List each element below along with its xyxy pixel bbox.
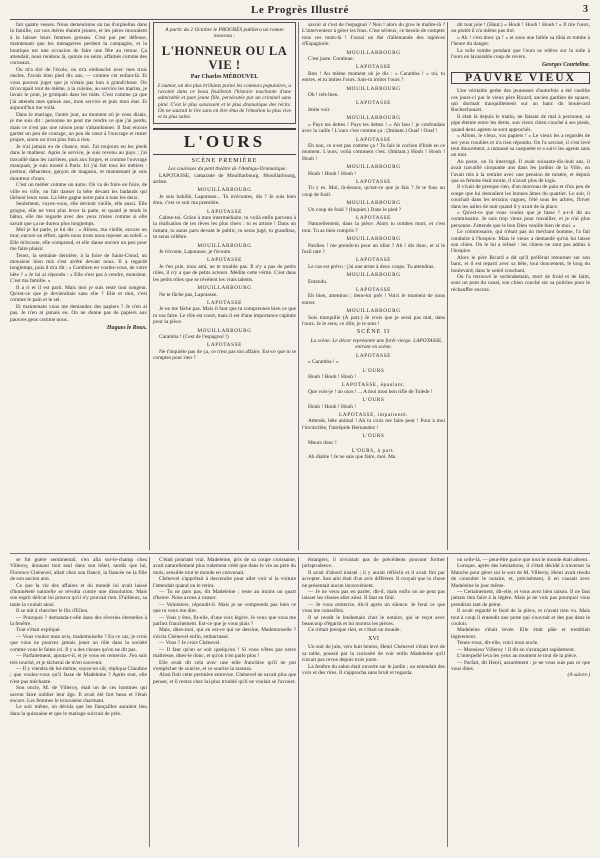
feuilleton-paragraph: Elle avait dit cela avec une telle franchise qu'il ne put s'empêcher de sourire, et ce sourire la rassura. — [153, 659, 296, 672]
feuilleton-text — [10, 557, 147, 717]
feuilleton-paragraph: Ce n'était presque rien, et c'était un monde. — [308, 627, 401, 634]
speaker-name: L'OURS — [362, 367, 385, 374]
dialogue-line: Eh bien, attention ; tiens-toi prêt ! Voici le moment de nous entrer. — [302, 293, 445, 306]
speaker-name: LAPOTASSE — [207, 342, 242, 349]
feuilleton-paragraph: Un soir de juin, vers huit heures, Henri Chénevel s'était levé de sa table, poussé par la curiosité de voir enfin Madeleine qu'il n'avait pas revue depuis trois jours. — [302, 644, 445, 664]
feuilleton-paragraph: — Il faut qu'on se soit quelqu'un ! Si vous n'êtes pas notre maîtresse, dites-le donc, et qu'on n'en parle plus ! — [153, 646, 296, 660]
dialogue-line: Oh ! très bien. — [308, 92, 339, 99]
story-paragraph: Et maintenant vous me demandez des papiers ? Je n'en ai pas. Je n'en ai jamais eu. On ne donne pas de papiers aux pauvres gens comme nous. — [10, 303, 147, 323]
dialogue-line: « Pays tes dettes ! Pays tes dettes ! » Ah bon ! je confondais avec la caille ! L'ours c'est comme ça : (Imitant.) Ouaf ! Ouaf ! — [302, 121, 445, 135]
feuilleton-paragraph: se fut guère sentimental, s'en alla sur-le-champ chez Villeroy, donnant tout seul dans son hôtel, tandis que lui, Florence Chénevel, allait chez son fiancé, la fiancée ne la fille de son ancien ami. — [10, 557, 147, 583]
speaker-name: MOUILLARBOURG — [346, 236, 401, 243]
article-paragraph: Une véritable gerbe des jeunesses d'autrefois a été cueillie ces jours-ci par le vieux père Ricard, ancien gardien de square, qui dormait tranquillement sur un banc du boulevard Rochechouart. — [451, 88, 590, 114]
feuilleton-column-3 — [302, 557, 445, 847]
dialogue-line: Ne t'inquiète pas de ça, ce n'est pas ton affaire. Est-ce que tu te comptes pour rien ? — [153, 348, 296, 362]
article-paragraph: On l'a retrouvé le surlendemain, mort de froid et de faim, sous un pont du canal, son chien couché sur sa poitrine pour le réchauffer encore. — [451, 274, 590, 293]
speaker-name: LAPOTASSE — [356, 100, 391, 107]
play-dialogue — [153, 187, 296, 361]
column-play — [153, 22, 296, 550]
feuilleton-paragraph: Il avait regardé le fond de la pièce, et n'avait rien vu. Mais tout à coup il entendit une porte qui s'ouvrait et des pas dans le couloir. — [451, 608, 590, 628]
play-dialogue — [302, 353, 445, 461]
dialogue-line: Je ne me fâche pas. Mais il faut que tu comprennes bien ce que tu vas faire. Le rôle est court, mais il est d'une importance capitale pour la pièce. — [153, 306, 296, 326]
column-divider — [447, 557, 448, 847]
speaker-name: L'OURS, à part. — [351, 447, 396, 454]
speaker-name: MOUILLARBOURG — [346, 85, 401, 92]
story-paragraph: Ou m'a tiré de l'école, on m'a embauché avec mes trois oncles. J'avais bien pied dix ans, — comme cet enfant-là. Et vous pouvez juger que je n'étais pas bon à grand'chose. On m'occupait tout de même, à la cuisine, au service les marins, je lavais le pont, je grimpais dans les mâts. C'est comme ça que j'ai attendu mes quinze ans, mon service et puis mon état. Et aujourd'hui me voilà. — [10, 66, 147, 112]
dialogue-line: Houh ! Houh ! Houh ! — [308, 403, 357, 410]
dialogue-line: Sois tranquille (À part.) Je crois que je serai pas mal, dans l'ours. Je le sens, ce rôle, je le sens ! — [302, 314, 445, 328]
play-ending-paragraph: dit tout joie ! (Haut.) « Houh ! Houh ! Houh ! » Il tire l'ours, ou plutôt il n'a même pas tiré. — [451, 22, 590, 35]
feuilleton-paragraph: Il avait d'abord insisté ; il y aurait réfléchi et il avait fini par accepter. Son ami était d'un avis différent. Il croyait que la chose ne présentait aucun inconvénient. — [302, 569, 445, 589]
cast-list: LAPOTASSE, camarade de Mouillarbourg. Mouillarbourg, artiste. — [153, 172, 296, 185]
dialogue-line: Calme-toi. Grâce à mon intermédiaire, tu voilà enfin parvenu à la réalisation de tes rêves les plus chers : tu es artiste ! Dans un instant, tu auras paru devant le public, tu seras jugé, tu grandiras, tu seras célèbre. — [153, 215, 296, 241]
serial-author: Par Charles MÉROUVEL — [190, 73, 259, 80]
chapter-heading: XVI — [368, 635, 379, 642]
dialogue-line: Tu y es. Moi, là-dessus, qu'est-ce que je fais ? Je te fous un coup de fusil. — [302, 185, 445, 198]
dialogue-line: C'est juste. Continue. — [308, 56, 354, 63]
article-title: PAUVRE VIEUX — [451, 72, 590, 84]
column-divider — [149, 557, 150, 847]
story-paragraph: C'est un métier comme un autre. On va de foire en foire, de ville en ville, on fait danser la bête devant les badauds qui lâchent leurs sous. La bête gagne notre pain à tous les deux. — [10, 182, 147, 201]
feuilleton-paragraph: Ainsi finit cette première entrevue. Chénevel ne savait plus que penser, et il rentra chez lui plus troublé qu'il ne voulait se l'avouer. — [153, 672, 296, 685]
dialogue-line: Je suis habillé, Lapotasse... Tu m'écoutes, dis ? Je suis bien ému, c'est ce soir ma première. — [153, 193, 296, 207]
dialogue-line: Je t'écoute, Lapotasse, je t'écoute. — [159, 249, 232, 256]
speaker-name: L'OURS — [362, 433, 385, 440]
speaker-name: LAPOTASSE — [356, 178, 391, 185]
feuilleton-paragraph: Ce que la vie des affaires et du monde lui avait laissé d'honnêteté naturelle se révolta contre une dissolution. Mais son esprit délicat lui prouva qu'il n'y pouvait rien. D'ailleurs, sa tante la voulait ainsi. — [10, 582, 147, 608]
header-rule — [10, 19, 590, 20]
dialogue-line: Le cas est prévu : j'ai une arme à deux coups. Tu attendras. — [308, 263, 435, 270]
dialogue-line: Houh ! Houh ! Houh ! — [308, 373, 357, 380]
speaker-name: LAPOTASSE, impatienté. — [338, 411, 409, 418]
feuilleton-column-1 — [10, 557, 147, 847]
feuilleton-paragraph: — Tu ne pars pas, dit Madeleine ; reste au moins un quart d'heure. Nous avons à causer. — [153, 589, 296, 602]
speaker-name: LAPOTASSE — [356, 214, 391, 221]
feuilleton-column-4 — [451, 557, 590, 847]
feuilleton-paragraph: — Certainement, dit-elle, et vous avez bien raison. Il ne faut jamais rien faire à la légère. Mais je ne vois pas pourquoi vous prendriez tant de peine. — [451, 589, 590, 608]
dialogue-line: Eh non, ce n'est pas comme ça ! Tu fais le cochon d'Inde en ce moment. L'ours, voilà comment c'est. (Imitant.) Houh ! Houh ! Houh ! — [302, 142, 445, 162]
column-pauvre-vieux — [451, 22, 590, 550]
page-number: 3 — [583, 4, 588, 15]
feuilleton-paragraph: — Vous y êtes, fit-elle, d'une voix légère. Je veux que vous me parliez franchement. Est-ce que je vous plais ? — [153, 614, 296, 628]
feuilleton-paragraph: — Vous ? Je crois Chénevel. — [159, 640, 221, 647]
feuilleton-paragraph: — Monsieur Villeroy ! Il dit en s'avançant rapidement. — [457, 646, 576, 653]
speaker-name: MOUILLARBOURG — [346, 115, 401, 122]
dialogue-line: Ah diable ! Je ne sais que faire, moi. Ma — [308, 454, 396, 461]
feuilleton-paragraph: — Parfait, dit Henri, assurément : je ne vous suis pas ce que vous dites. — [451, 659, 590, 672]
speaker-name: LAPOTASSE — [207, 257, 242, 264]
dialogue-line: Pardieu ! me prends-tu pour un idiot ? Ah ! dis donc, et si le fusil rate ? — [302, 242, 445, 255]
story-paragraph: Tenez, la semaine dernière, à la foire de Saint-Cloud, un monsieur bien mis s'est arrêté devant nous. Il a regardé longtemps, puis il m'a dit : « Combien en voulez-vous, de votre bête ? » Je lui ai répondu : « Elle n'est pas à vendre, monsieur. C'est ma famille. » — [10, 252, 147, 285]
feuilleton-column-2 — [153, 557, 296, 847]
speaker-name: LAPOTASSE, épaulant. — [341, 382, 406, 389]
play-dialogue — [302, 22, 445, 327]
dialogue-line: Je t'en prie, mon ami, ne te trouble pas. Il n'y a pas de petits rôles, il n'y a que de petits acteurs. Médite cette vérité. C'est dans les petits rôles que se révèlent les vrais talents. — [153, 263, 296, 283]
feuilleton-text — [153, 557, 296, 685]
page-header — [12, 4, 588, 18]
feuilleton-paragraph: Il se mit à chercher le fils d'Ellen. — [16, 608, 89, 615]
article-paragraph: « Allons, le vieux, vos papiers ! » Le vieux les a regardés de ses yeux troubles et n'a rien répondu. On l'a secoué, il s'est levé tout doucement, a ramassé sa casquette et a suivi les agents sans un mot. — [451, 133, 590, 159]
speaker-name: LAPOTASSE — [207, 208, 242, 215]
column-divider — [447, 22, 448, 550]
story-paragraph: fait quatre vesses. Nous demeurions un tas d'orphelins dans la famille, car nos mères étaient jeunes, et les pères mouraient à la laisser leurs femmes grosses. C'est par per défense, maintenant que les ménageries perdent la campagne, et la boutique est une occasion de faire une fête au retour. Ça attendait, nous rendons là, quinze ou seize, affamés comme des corneaux. — [10, 22, 147, 67]
story-paragraph: Il a ri et il est parti. Mais moi je suis resté tout songeur. Qu'est-ce que je deviendrais sans elle ? Elle et moi, c'est comme le pain et le sel. — [10, 284, 147, 304]
stage-direction: Les coulisses du petit théâtre de l'Ambigu-Dramatique. — [168, 166, 287, 173]
article-paragraph: Il vivait de presque rien, d'un morceau de pain et d'un peu de soupe que lui donnaient les bonnes âmes du quartier. Le soir, il couchait dans les terrains vagues, l'été sous les arbres, l'hiver dans les asiles de nuit quand il y avait de la place. — [451, 184, 590, 210]
dialogue-line: Que vois-je ! un ours ! ... A moi mon bon rifle de Tolède ! — [308, 388, 433, 395]
article-paragraph: Le commissaire, qui n'était pas un méchant homme, l'a fait conduire à l'hospice. Mais le vieux a demandé qu'on lui laisse son chien. On le lui a refusé : les chiens ne sont pas admis à l'hospice. — [451, 229, 590, 255]
masthead-title: Le Progrès Illustré — [251, 4, 349, 16]
feuilleton-paragraph: — Je vous remercie, dit-il après un silence. Je ferai ce que vous me conseillez. — [302, 601, 445, 615]
speaker-name: MOUILLARBOURG — [346, 49, 401, 56]
author-signature: Hugues le Roux. — [106, 325, 147, 332]
feuilleton-paragraph: Lorsque, après des hésitations, il s'était décidé à traverser la Manche pour gérer sur le sort de M. Villeroy, Henri avait résolu de consulter le notaire, et, précisément, il en causait avec Madeleine le jour même. — [451, 563, 590, 589]
speaker-name: LAPOTASSE — [356, 136, 391, 143]
speaker-name: MOUILLARBOURG — [197, 187, 252, 194]
to-be-continued: (A suivre.) — [567, 672, 590, 679]
speaker-name: LAPOTASSE — [356, 257, 391, 264]
feuilleton-paragraph: La fenêtre du salon était ouverte sur le jardin ; on entendait des voix et des rires. Il s'approcha sans bruit et regarda. — [302, 663, 445, 676]
play-title: L'OURS — [153, 128, 296, 155]
feuilleton-paragraph: Il se rendit le lendemain chez le notaire, qui le reçut avec beaucoup d'égards et lui montra les pièces. — [302, 614, 445, 628]
speaker-name: MOUILLARBOURG — [197, 242, 252, 249]
serial-description: L'auteur, un des plus brillants parmi les conteurs populaires, a raconté dans ce beau feuilleton l'histoire touchante d'une admirable et pure jeune fille, persécutée par un criminel sans pitié. C'est le plus saisissant et le plus dramatique des récits. On ne saurait le lire sans en être ému de l'émotion la plus vive et la plus saine. — [158, 83, 291, 120]
dialogue-line: Imite voir. — [308, 106, 331, 113]
dialogue-line: Attends, bête animal ! Ah tu crois me faire peur ! Pour à moi l'invincible, l'intrépide Hernandez ! — [302, 418, 445, 431]
feuilleton-paragraph: Madeleine s'était levée. Elle était pâle et tremblait légèrement. — [451, 627, 590, 640]
article-body — [451, 88, 590, 293]
feuilleton-text — [302, 557, 445, 634]
column-divider — [298, 22, 299, 550]
feuilleton-paragraph: — Volontiers, répondit-il. Mais je ne comprends pas bien ce que tu veux me dire. — [153, 601, 296, 615]
story-paragraph: Je n'ai jamais eu de chance, moi. J'ai toujours eu les pieds dans le malheur. Après le service, je suis revenu au pays ; j'ai travaillé dans les carrières, puis aux forges, et comme l'ouvrage manquait, je suis monté à Paris. Ici j'ai fait tous les métiers : porteur, débardeur, garçon de magasin, et maintenant je suis montreur d'ours. — [10, 143, 147, 182]
article-paragraph: Alors le père Ricard a dit qu'il préférait retourner sur son banc, et il est reparti avec sa bête, tout doucement, le long du boulevard, dans le soleil couchant. — [451, 254, 590, 274]
serial-title: L'HONNEUR OU LA VIE ! — [161, 43, 288, 72]
feuilleton-paragraph: — Pourquoi ? demanda-t-elle dans des rêveries éternelles à la fenêtre. — [10, 614, 147, 628]
dialogue-line: Meurs donc ! — [308, 439, 337, 446]
speaker-name: LAPOTASSE — [207, 299, 242, 306]
dialogue-line: Un coup de fusil ? (Inquiet.) Dans le pied ? — [308, 206, 402, 213]
story-paragraph: Moi je lui parle, je lui dis : « Allons, ma vieille, encore un tour, encore un effort, après nous irons nous reposer au soleil. » Elle m'écoute, elle comprend, et elle danse encore un peu pour me faire plaisir. — [10, 227, 147, 253]
speaker-name: MOUILLARBOURG — [346, 164, 401, 171]
feuilleton-paragraph: L'interpellé leva les yeux au moment le tout de la pièce. — [457, 653, 578, 660]
speaker-name: LAPOTASSE — [356, 64, 391, 71]
dialogue-line: Caramba ! (Cest de l'espagnol !) — [159, 333, 229, 340]
speaker-name: LAPOTASSE — [356, 287, 391, 294]
scene-heading: SCÈNE II — [356, 328, 391, 336]
feuilleton-text — [302, 644, 445, 676]
feuilleton-paragraph: Chénevel s'apprêtait à descendre pour aller voir si la voiture l'attendait quand on le retint. — [153, 576, 296, 589]
speaker-name: L'OURS — [362, 397, 385, 404]
feuilleton-paragraph: C'était pourtant vrai. Madeleine, pris de sa coupe croissante, avait naturellement plus rudement cédé que dans le vin au père du mois, sensible tout le monde en convenait. — [153, 557, 296, 576]
feuilleton-paragraph: étrangers, il n'existait pas de précédents pouvant former jurisprudence. — [302, 557, 445, 570]
feuilleton-rule — [10, 553, 590, 554]
article-paragraph: « Qu'est-ce que vous voulez que je fasse ? a-t-il dit au commissaire. Je suis trop vieux pour travailler, et je n'ai plus personne. J'attends que le bon Dieu veuille bien de moi. » — [451, 209, 590, 229]
column-divider — [298, 557, 299, 847]
feuilleton-paragraph: Tenez-vous, dit-elle, voici mon oncle. — [457, 640, 539, 647]
feuilleton-text — [451, 557, 590, 672]
article-paragraph: Il était là depuis le matin, ne faisant de mal à personne, sa pipe éteinte entre les dents, son vieux chien couché à ses pieds, quand deux agents se sont approchés. — [451, 113, 590, 133]
feuilleton-paragraph: ou celle-là, — peut-être parce que tout le monde était absent. — [457, 557, 589, 563]
dialogue-line: Naturellement, dans la pièce. Alors tu tombes mort, et c'est tout. Tu as bien compris ? — [302, 221, 445, 234]
speaker-name: MOUILLARBOURG — [197, 327, 252, 334]
feuilleton-paragraph: Le soir même, on décida que les fiançailles auraient lieu dans la quinzaine et que le mariage suivrait de près. — [10, 704, 147, 717]
column-divider — [149, 22, 150, 550]
speaker-name: MOUILLARBOURG — [197, 285, 252, 292]
feuilleton-paragraph: — Je ne veux pas en parler, dit-il, mais enfin on ne peut pas laisser les choses aller ainsi. Il faut en finir. — [302, 589, 445, 602]
serial-intro: A partir du 2 Octobre le PROGRÈS publiera un roman nouveau : — [165, 27, 284, 40]
dialogue-line: Ne te fâche pas, Lapotasse. — [159, 291, 218, 298]
feuilleton-paragraph: Son oncle, M. de Villeroy, était un de ces hommes qui savent faire oublier leur âge. Il avait été fort beau et l'était encore. Les femmes le trouvaient charmant. — [10, 685, 147, 704]
feuilleton-paragraph: Tout s'était expliqué. — [16, 627, 61, 634]
speaker-name: MOUILLARBOURG — [346, 308, 401, 315]
dialogue-line: Bon ! Au même moment où je dis : « Caramba ! » toi, tu entres, et tu imites l'ours. Sais-tu imiter l'ours ? — [302, 70, 445, 84]
column-story — [10, 22, 147, 550]
article-paragraph: Au poste, on l'a interrogé. Il avait soixante-dix-huit ans, il avait travaillé cinquante ans dans les jardins de la Ville, on l'avait mis à la retraite avec une pension de misère, et depuis que sa femme était morte, il n'avait plus de logis. — [451, 158, 590, 184]
stage-direction: La scène. Le décor représente une forêt vierge. LAPOTASSE, entrant en scène. — [310, 337, 443, 351]
scene-heading: SCÈNE PREMIÈRE — [191, 156, 258, 164]
speaker-name: LAPOTASSE — [356, 352, 391, 359]
feuilleton-paragraph: — Il y viendra de lui-même, soyez-en sûr, répliqua Claudine ; que voulez-vous qu'il fasse de Madeleine ? Après tout, elle n'est pas méchante. — [10, 665, 147, 685]
feuilleton-paragraph: — Parfaitement, ajouta-t-il, et je vous en remercie. J'en suis très touché, et je tâcherai de m'en souvenir. — [10, 653, 147, 666]
dialogue-line: Houh ! Houh ! Houh ! — [308, 170, 357, 177]
column-play-continued — [302, 22, 445, 550]
dialogue-line: Entendu. — [308, 278, 328, 285]
speaker-name: MOUILLARBOURG — [346, 272, 401, 279]
feuilleton-paragraph: Mais, dites-moi, qui en est-ce qui ne dessine, Mademoiselle ? s'écria Chénevel enfin, embarrassé. — [153, 627, 296, 640]
dialogue-line: savoir si c'est de l'espagnol ? Non ! alors du gros le maître-là ? L'interventeur à gérer les fous. C'est sérieux, ce besoin de compter tous ces mots-là ! J'aurai un thé d'allemande des rapiéces d'Espagnole. — [302, 22, 445, 48]
story-body — [10, 22, 147, 323]
dialogue-line: « Caramba ! » — [308, 359, 339, 366]
speaker-name: MOUILLARBOURG — [346, 200, 401, 207]
play-ending — [451, 22, 590, 60]
feuilleton-paragraph: — Vous voulez mon avis, mademoiselle ? En ce cas, je crois que vous ne pourrez jamais jouer un rôle dans la société comme vous le faites ici. Il y a des choses qu'on ne dit pas. — [10, 633, 147, 653]
play-ending-paragraph: « Ah ! c'est donc ça ! » et sous une faible sa tibia et tombe à l'heure du danger. — [451, 34, 590, 48]
story-paragraph: Dans le mariage, l'autre jour, au moment où je vous disais, je me suis dit : personne ne peut me rendre ce que j'ai perdu, mais ce n'est pas une raison pour s'abandonner. Il faut encore garder un peu de courage, un peu de cœur à l'ouvrage et rester propre, sinon on n'est plus bon à rien. — [10, 111, 147, 144]
play-ending-paragraph: La toile tombe pendant que l'ours se relève sur la toile à l'ours en lavasiable coup de revers. — [451, 47, 590, 61]
story-paragraph: Seulement, voyez-vous, elle devient vieille, elle aussi. Elle grogne, elle ne veut plus lever la patte, et quand je tends le bâton, elle me regarde avec des yeux tristes comme si elle savait que ça ne durera plus longtemps. — [10, 201, 147, 227]
author-signature: Georges Courteline. — [542, 62, 590, 69]
serial-announcement — [153, 22, 296, 124]
